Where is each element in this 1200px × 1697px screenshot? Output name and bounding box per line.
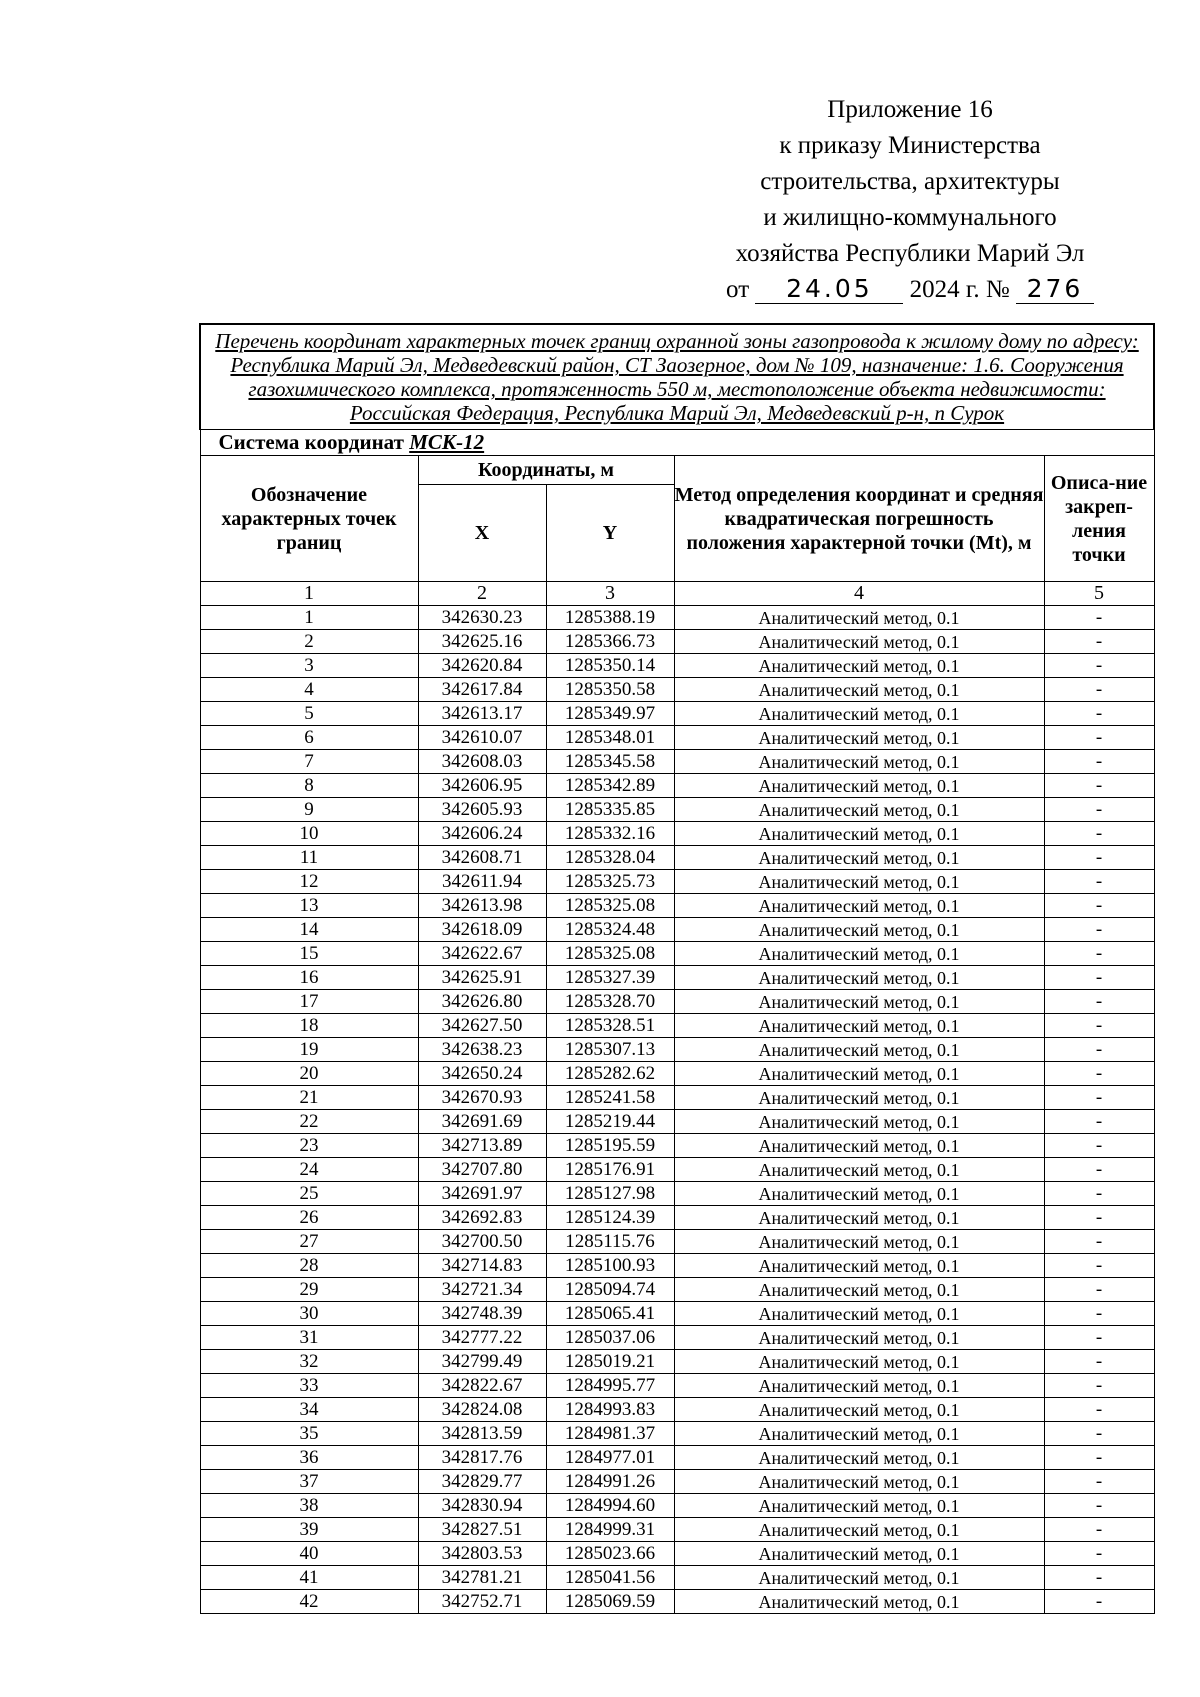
coord-y-cell: 1285342.89 bbox=[546, 774, 674, 798]
coord-x-cell: 342692.83 bbox=[418, 1206, 546, 1230]
coord-x-cell: 342618.09 bbox=[418, 918, 546, 942]
table-row bbox=[200, 966, 1154, 990]
coord-y-cell: 1285100.93 bbox=[546, 1254, 674, 1278]
column-number: 5 bbox=[1044, 582, 1154, 606]
method-cell: Аналитический метод, 0.1 bbox=[674, 1446, 1044, 1470]
fixation-cell: - bbox=[1044, 1590, 1154, 1614]
table-row bbox=[200, 942, 1154, 966]
coord-x-cell: 342691.69 bbox=[418, 1110, 546, 1134]
point-id-cell: 34 bbox=[200, 1398, 418, 1422]
header-line: Приложение 16 bbox=[827, 96, 993, 123]
coord-x-cell: 342777.22 bbox=[418, 1326, 546, 1350]
coordinate-system bbox=[200, 430, 1154, 456]
coord-x-cell: 342829.77 bbox=[418, 1470, 546, 1494]
fixation-cell: - bbox=[1044, 1134, 1154, 1158]
coord-x-cell: 342691.97 bbox=[418, 1182, 546, 1206]
coord-x-cell: 342622.67 bbox=[418, 942, 546, 966]
point-id-cell: 6 bbox=[200, 726, 418, 750]
point-id-cell: 19 bbox=[200, 1038, 418, 1062]
coord-y-cell: 1285345.58 bbox=[546, 750, 674, 774]
coord-x-cell: 342608.03 bbox=[418, 750, 546, 774]
fixation-cell: - bbox=[1044, 1278, 1154, 1302]
header-row bbox=[200, 456, 1154, 485]
method-cell: Аналитический метод, 0.1 bbox=[674, 1182, 1044, 1206]
header-line: строительства, архитектуры bbox=[760, 168, 1060, 195]
col-method-header: Метод определения координат и средняя квадратическая погрешность положения характерной точки (Mt), м bbox=[674, 456, 1044, 582]
table-row bbox=[200, 1590, 1154, 1614]
coord-y-cell: 1285019.21 bbox=[546, 1350, 674, 1374]
method-cell: Аналитический метод, 0.1 bbox=[674, 1062, 1044, 1086]
table-row bbox=[200, 1374, 1154, 1398]
coord-x-cell: 342830.94 bbox=[418, 1494, 546, 1518]
coord-y-cell: 1285219.44 bbox=[546, 1110, 674, 1134]
fixation-cell: - bbox=[1044, 1230, 1154, 1254]
coord-y-cell: 1285324.48 bbox=[546, 918, 674, 942]
method-cell: Аналитический метод, 0.1 bbox=[674, 990, 1044, 1014]
method-cell: Аналитический метод, 0.1 bbox=[674, 1326, 1044, 1350]
method-cell: Аналитический метод, 0.1 bbox=[674, 702, 1044, 726]
coord-y-cell: 1285348.01 bbox=[546, 726, 674, 750]
point-id-cell: 8 bbox=[200, 774, 418, 798]
fixation-cell: - bbox=[1044, 1014, 1154, 1038]
fixation-cell: - bbox=[1044, 846, 1154, 870]
method-cell: Аналитический метод, 0.1 bbox=[674, 1110, 1044, 1134]
coord-y-cell: 1285328.04 bbox=[546, 846, 674, 870]
fixation-cell: - bbox=[1044, 1302, 1154, 1326]
point-id-cell: 23 bbox=[200, 1134, 418, 1158]
coord-y-cell: 1285241.58 bbox=[546, 1086, 674, 1110]
method-cell: Аналитический метод, 0.1 bbox=[674, 1350, 1044, 1374]
coord-y-cell: 1285328.70 bbox=[546, 990, 674, 1014]
coord-x-cell: 342748.39 bbox=[418, 1302, 546, 1326]
coord-y-cell: 1285041.56 bbox=[546, 1566, 674, 1590]
coord-x-cell: 342630.23 bbox=[418, 606, 546, 630]
coord-x-cell: 342610.07 bbox=[418, 726, 546, 750]
coord-y-cell: 1285350.58 bbox=[546, 678, 674, 702]
table-caption-row bbox=[200, 324, 1154, 430]
point-id-cell: 13 bbox=[200, 894, 418, 918]
coord-y-cell: 1284991.26 bbox=[546, 1470, 674, 1494]
table-row bbox=[200, 1326, 1154, 1350]
coord-x-cell: 342650.24 bbox=[418, 1062, 546, 1086]
table-row bbox=[200, 1302, 1154, 1326]
point-id-cell: 10 bbox=[200, 822, 418, 846]
point-id-cell: 41 bbox=[200, 1566, 418, 1590]
coord-y-cell: 1285327.39 bbox=[546, 966, 674, 990]
coord-x-cell: 342605.93 bbox=[418, 798, 546, 822]
coord-y-cell: 1285023.66 bbox=[546, 1542, 674, 1566]
table-row bbox=[200, 702, 1154, 726]
table-row bbox=[200, 1422, 1154, 1446]
fixation-cell: - bbox=[1044, 1422, 1154, 1446]
point-id-cell: 21 bbox=[200, 1086, 418, 1110]
point-id-cell: 32 bbox=[200, 1350, 418, 1374]
point-id-cell: 40 bbox=[200, 1542, 418, 1566]
coord-y-cell: 1284993.83 bbox=[546, 1398, 674, 1422]
method-cell: Аналитический метод, 0.1 bbox=[674, 654, 1044, 678]
fixation-cell: - bbox=[1044, 822, 1154, 846]
fixation-cell: - bbox=[1044, 894, 1154, 918]
point-id-cell: 11 bbox=[200, 846, 418, 870]
method-cell: Аналитический метод, 0.1 bbox=[674, 918, 1044, 942]
coord-x-cell: 342611.94 bbox=[418, 870, 546, 894]
table-row bbox=[200, 1518, 1154, 1542]
method-cell: Аналитический метод, 0.1 bbox=[674, 1302, 1044, 1326]
coord-y-cell: 1285332.16 bbox=[546, 822, 674, 846]
coord-x-cell: 342721.34 bbox=[418, 1278, 546, 1302]
point-id-cell: 18 bbox=[200, 1014, 418, 1038]
point-id-cell: 33 bbox=[200, 1374, 418, 1398]
fixation-cell: - bbox=[1044, 774, 1154, 798]
method-cell: Аналитический метод, 0.1 bbox=[674, 822, 1044, 846]
method-cell: Аналитический метод, 0.1 bbox=[674, 1014, 1044, 1038]
point-id-cell: 3 bbox=[200, 654, 418, 678]
table-row bbox=[200, 1158, 1154, 1182]
fixation-cell: - bbox=[1044, 870, 1154, 894]
table-row bbox=[200, 654, 1154, 678]
coord-y-cell: 1285065.41 bbox=[546, 1302, 674, 1326]
point-id-cell: 27 bbox=[200, 1230, 418, 1254]
point-id-cell: 37 bbox=[200, 1470, 418, 1494]
point-id-cell: 29 bbox=[200, 1278, 418, 1302]
coord-x-cell: 342713.89 bbox=[418, 1134, 546, 1158]
coord-x-cell: 342638.23 bbox=[418, 1038, 546, 1062]
method-cell: Аналитический метод, 0.1 bbox=[674, 846, 1044, 870]
year-label: 2024 г. № bbox=[909, 276, 1010, 303]
coord-y-cell: 1285282.62 bbox=[546, 1062, 674, 1086]
coord-y-cell: 1285350.14 bbox=[546, 654, 674, 678]
method-cell: Аналитический метод, 0.1 bbox=[674, 750, 1044, 774]
table-row bbox=[200, 1110, 1154, 1134]
fixation-cell: - bbox=[1044, 1374, 1154, 1398]
table-row bbox=[200, 606, 1154, 630]
coord-y-cell: 1285325.08 bbox=[546, 894, 674, 918]
coord-x-cell: 342714.83 bbox=[418, 1254, 546, 1278]
coord-y-cell: 1284999.31 bbox=[546, 1518, 674, 1542]
coord-x-cell: 342620.84 bbox=[418, 654, 546, 678]
table-row bbox=[200, 1542, 1154, 1566]
coord-y-cell: 1285176.91 bbox=[546, 1158, 674, 1182]
table-row bbox=[200, 1086, 1154, 1110]
coord-x-cell: 342707.80 bbox=[418, 1158, 546, 1182]
fixation-cell: - bbox=[1044, 1518, 1154, 1542]
method-cell: Аналитический метод, 0.1 bbox=[674, 1518, 1044, 1542]
point-id-cell: 15 bbox=[200, 942, 418, 966]
coordinate-system-label: Система координат bbox=[218, 430, 404, 454]
coord-y-cell: 1285195.59 bbox=[546, 1134, 674, 1158]
method-cell: Аналитический метод, 0.1 bbox=[674, 1398, 1044, 1422]
method-cell: Аналитический метод, 0.1 bbox=[674, 1542, 1044, 1566]
col-point-header: Обозначение характерных точек границ bbox=[200, 456, 418, 582]
coord-x-cell: 342700.50 bbox=[418, 1230, 546, 1254]
coord-x-cell: 342608.71 bbox=[418, 846, 546, 870]
point-id-cell: 30 bbox=[200, 1302, 418, 1326]
method-cell: Аналитический метод, 0.1 bbox=[674, 1230, 1044, 1254]
point-id-cell: 31 bbox=[200, 1326, 418, 1350]
coord-y-cell: 1285388.19 bbox=[546, 606, 674, 630]
coord-x-cell: 342606.95 bbox=[418, 774, 546, 798]
fixation-cell: - bbox=[1044, 1254, 1154, 1278]
fixation-cell: - bbox=[1044, 678, 1154, 702]
fixation-cell: - bbox=[1044, 966, 1154, 990]
method-cell: Аналитический метод, 0.1 bbox=[674, 1206, 1044, 1230]
fixation-cell: - bbox=[1044, 1182, 1154, 1206]
point-id-cell: 14 bbox=[200, 918, 418, 942]
method-cell: Аналитический метод, 0.1 bbox=[674, 630, 1044, 654]
table-row bbox=[200, 1254, 1154, 1278]
point-id-cell: 38 bbox=[200, 1494, 418, 1518]
fixation-cell: - bbox=[1044, 1326, 1154, 1350]
method-cell: Аналитический метод, 0.1 bbox=[674, 1374, 1044, 1398]
point-id-cell: 7 bbox=[200, 750, 418, 774]
table-row bbox=[200, 990, 1154, 1014]
fixation-cell: - bbox=[1044, 798, 1154, 822]
coordinate-system-value: МСК-12 bbox=[409, 430, 485, 454]
handwritten-number: 276 bbox=[1016, 275, 1094, 304]
point-id-cell: 39 bbox=[200, 1518, 418, 1542]
appendix-header bbox=[700, 92, 1120, 308]
table-row bbox=[200, 726, 1154, 750]
fixation-cell: - bbox=[1044, 1398, 1154, 1422]
point-id-cell: 26 bbox=[200, 1206, 418, 1230]
coord-y-cell: 1285094.74 bbox=[546, 1278, 674, 1302]
method-cell: Аналитический метод, 0.1 bbox=[674, 942, 1044, 966]
coord-x-cell: 342827.51 bbox=[418, 1518, 546, 1542]
method-cell: Аналитический метод, 0.1 bbox=[674, 1038, 1044, 1062]
table-row bbox=[200, 1566, 1154, 1590]
point-id-cell: 22 bbox=[200, 1110, 418, 1134]
coord-y-cell: 1285366.73 bbox=[546, 630, 674, 654]
coord-x-cell: 342813.59 bbox=[418, 1422, 546, 1446]
point-id-cell: 12 bbox=[200, 870, 418, 894]
fixation-cell: - bbox=[1044, 1206, 1154, 1230]
coord-y-cell: 1285325.73 bbox=[546, 870, 674, 894]
coord-y-cell: 1285115.76 bbox=[546, 1230, 674, 1254]
table-row bbox=[200, 1398, 1154, 1422]
coord-x-cell: 342627.50 bbox=[418, 1014, 546, 1038]
coord-y-cell: 1284981.37 bbox=[546, 1422, 674, 1446]
col-desc-header: Описа-ние закреп-ления точки bbox=[1044, 456, 1154, 582]
coord-y-cell: 1284977.01 bbox=[546, 1446, 674, 1470]
coord-x-cell: 342613.98 bbox=[418, 894, 546, 918]
fixation-cell: - bbox=[1044, 942, 1154, 966]
method-cell: Аналитический метод, 0.1 bbox=[674, 678, 1044, 702]
fixation-cell: - bbox=[1044, 606, 1154, 630]
table-row bbox=[200, 1278, 1154, 1302]
coord-y-cell: 1285328.51 bbox=[546, 1014, 674, 1038]
table-caption: Перечень координат характерных точек границ охранной зоны газопровода к жилому дому по адресу: Республика Марий Эл, Медведевский район, СТ Заозерное, дом № 109, назначение: 1.6. Сооружения газохимического комплекса, протяженность 550 м, местоположение объекта недвижимости: Российская Федерация, Республика Марий Эл, Медведевский р-н, п Сурок bbox=[200, 324, 1154, 430]
method-cell: Аналитический метод, 0.1 bbox=[674, 1134, 1044, 1158]
table-row bbox=[200, 798, 1154, 822]
coord-x-cell: 342625.91 bbox=[418, 966, 546, 990]
table-row bbox=[200, 1014, 1154, 1038]
coord-x-cell: 342824.08 bbox=[418, 1398, 546, 1422]
method-cell: Аналитический метод, 0.1 bbox=[674, 1158, 1044, 1182]
fixation-cell: - bbox=[1044, 726, 1154, 750]
method-cell: Аналитический метод, 0.1 bbox=[674, 1494, 1044, 1518]
fixation-cell: - bbox=[1044, 750, 1154, 774]
coord-x-cell: 342781.21 bbox=[418, 1566, 546, 1590]
method-cell: Аналитический метод, 0.1 bbox=[674, 1254, 1044, 1278]
coord-x-cell: 342606.24 bbox=[418, 822, 546, 846]
handwritten-date: 24.05 bbox=[755, 275, 903, 304]
method-cell: Аналитический метод, 0.1 bbox=[674, 1278, 1044, 1302]
method-cell: Аналитический метод, 0.1 bbox=[674, 1590, 1044, 1614]
point-id-cell: 25 bbox=[200, 1182, 418, 1206]
point-id-cell: 1 bbox=[200, 606, 418, 630]
fixation-cell: - bbox=[1044, 1086, 1154, 1110]
method-cell: Аналитический метод, 0.1 bbox=[674, 1422, 1044, 1446]
method-cell: Аналитический метод, 0.1 bbox=[674, 966, 1044, 990]
col-x-header: X bbox=[418, 485, 546, 582]
point-id-cell: 2 bbox=[200, 630, 418, 654]
fixation-cell: - bbox=[1044, 702, 1154, 726]
table-row bbox=[200, 846, 1154, 870]
column-number-row bbox=[200, 582, 1154, 606]
point-id-cell: 20 bbox=[200, 1062, 418, 1086]
fixation-cell: - bbox=[1044, 1446, 1154, 1470]
method-cell: Аналитический метод, 0.1 bbox=[674, 726, 1044, 750]
table-row bbox=[200, 1182, 1154, 1206]
point-id-cell: 36 bbox=[200, 1446, 418, 1470]
table-row bbox=[200, 1230, 1154, 1254]
fixation-cell: - bbox=[1044, 1038, 1154, 1062]
coord-y-cell: 1284995.77 bbox=[546, 1374, 674, 1398]
point-id-cell: 9 bbox=[200, 798, 418, 822]
coordinates-table bbox=[199, 323, 1155, 1614]
table-row bbox=[200, 1206, 1154, 1230]
fixation-cell: - bbox=[1044, 654, 1154, 678]
from-label: от bbox=[726, 276, 750, 303]
point-id-cell: 16 bbox=[200, 966, 418, 990]
method-cell: Аналитический метод, 0.1 bbox=[674, 1566, 1044, 1590]
fixation-cell: - bbox=[1044, 1494, 1154, 1518]
coord-y-cell: 1285069.59 bbox=[546, 1590, 674, 1614]
point-id-cell: 24 bbox=[200, 1158, 418, 1182]
table-row bbox=[200, 1470, 1154, 1494]
fixation-cell: - bbox=[1044, 630, 1154, 654]
fixation-cell: - bbox=[1044, 918, 1154, 942]
table-row bbox=[200, 678, 1154, 702]
table-row bbox=[200, 1446, 1154, 1470]
table-row bbox=[200, 918, 1154, 942]
point-id-cell: 17 bbox=[200, 990, 418, 1014]
coord-x-cell: 342617.84 bbox=[418, 678, 546, 702]
coord-x-cell: 342817.76 bbox=[418, 1446, 546, 1470]
fixation-cell: - bbox=[1044, 1062, 1154, 1086]
table-row bbox=[200, 750, 1154, 774]
method-cell: Аналитический метод, 0.1 bbox=[674, 798, 1044, 822]
coord-y-cell: 1285307.13 bbox=[546, 1038, 674, 1062]
point-id-cell: 28 bbox=[200, 1254, 418, 1278]
coord-x-cell: 342799.49 bbox=[418, 1350, 546, 1374]
column-number: 3 bbox=[546, 582, 674, 606]
table-row bbox=[200, 774, 1154, 798]
coord-x-cell: 342625.16 bbox=[418, 630, 546, 654]
column-number: 4 bbox=[674, 582, 1044, 606]
method-cell: Аналитический метод, 0.1 bbox=[674, 774, 1044, 798]
col-y-header: Y bbox=[546, 485, 674, 582]
point-id-cell: 4 bbox=[200, 678, 418, 702]
method-cell: Аналитический метод, 0.1 bbox=[674, 606, 1044, 630]
fixation-cell: - bbox=[1044, 1350, 1154, 1374]
method-cell: Аналитический метод, 0.1 bbox=[674, 1086, 1044, 1110]
header-line: и жилищно-коммунального bbox=[763, 204, 1057, 231]
fixation-cell: - bbox=[1044, 1158, 1154, 1182]
coord-y-cell: 1285325.08 bbox=[546, 942, 674, 966]
coord-y-cell: 1285127.98 bbox=[546, 1182, 674, 1206]
table-row bbox=[200, 894, 1154, 918]
fixation-cell: - bbox=[1044, 1566, 1154, 1590]
method-cell: Аналитический метод, 0.1 bbox=[674, 1470, 1044, 1494]
order-date-line bbox=[700, 272, 1120, 308]
coord-x-cell: 342670.93 bbox=[418, 1086, 546, 1110]
coord-y-cell: 1284994.60 bbox=[546, 1494, 674, 1518]
table-row bbox=[200, 630, 1154, 654]
fixation-cell: - bbox=[1044, 990, 1154, 1014]
coord-x-cell: 342822.67 bbox=[418, 1374, 546, 1398]
table-row bbox=[200, 1494, 1154, 1518]
table-row bbox=[200, 1062, 1154, 1086]
column-number: 1 bbox=[200, 582, 418, 606]
fixation-cell: - bbox=[1044, 1542, 1154, 1566]
table-row bbox=[200, 1350, 1154, 1374]
coord-y-cell: 1285037.06 bbox=[546, 1326, 674, 1350]
header-line: к приказу Министерства bbox=[779, 132, 1041, 159]
coord-x-cell: 342803.53 bbox=[418, 1542, 546, 1566]
point-id-cell: 42 bbox=[200, 1590, 418, 1614]
coord-x-cell: 342613.17 bbox=[418, 702, 546, 726]
method-cell: Аналитический метод, 0.1 bbox=[674, 870, 1044, 894]
coord-x-cell: 342626.80 bbox=[418, 990, 546, 1014]
point-id-cell: 5 bbox=[200, 702, 418, 726]
column-number: 2 bbox=[418, 582, 546, 606]
coord-y-cell: 1285349.97 bbox=[546, 702, 674, 726]
coord-x-cell: 342752.71 bbox=[418, 1590, 546, 1614]
fixation-cell: - bbox=[1044, 1110, 1154, 1134]
table-row bbox=[200, 1038, 1154, 1062]
coord-y-cell: 1285335.85 bbox=[546, 798, 674, 822]
col-coords-header: Координаты, м bbox=[418, 456, 674, 485]
table-row bbox=[200, 1134, 1154, 1158]
table-row bbox=[200, 822, 1154, 846]
fixation-cell: - bbox=[1044, 1470, 1154, 1494]
header-line: хозяйства Республики Марий Эл bbox=[735, 240, 1085, 267]
table-row bbox=[200, 870, 1154, 894]
coord-y-cell: 1285124.39 bbox=[546, 1206, 674, 1230]
point-id-cell: 35 bbox=[200, 1422, 418, 1446]
method-cell: Аналитический метод, 0.1 bbox=[674, 894, 1044, 918]
coordinate-system-row bbox=[200, 430, 1154, 456]
